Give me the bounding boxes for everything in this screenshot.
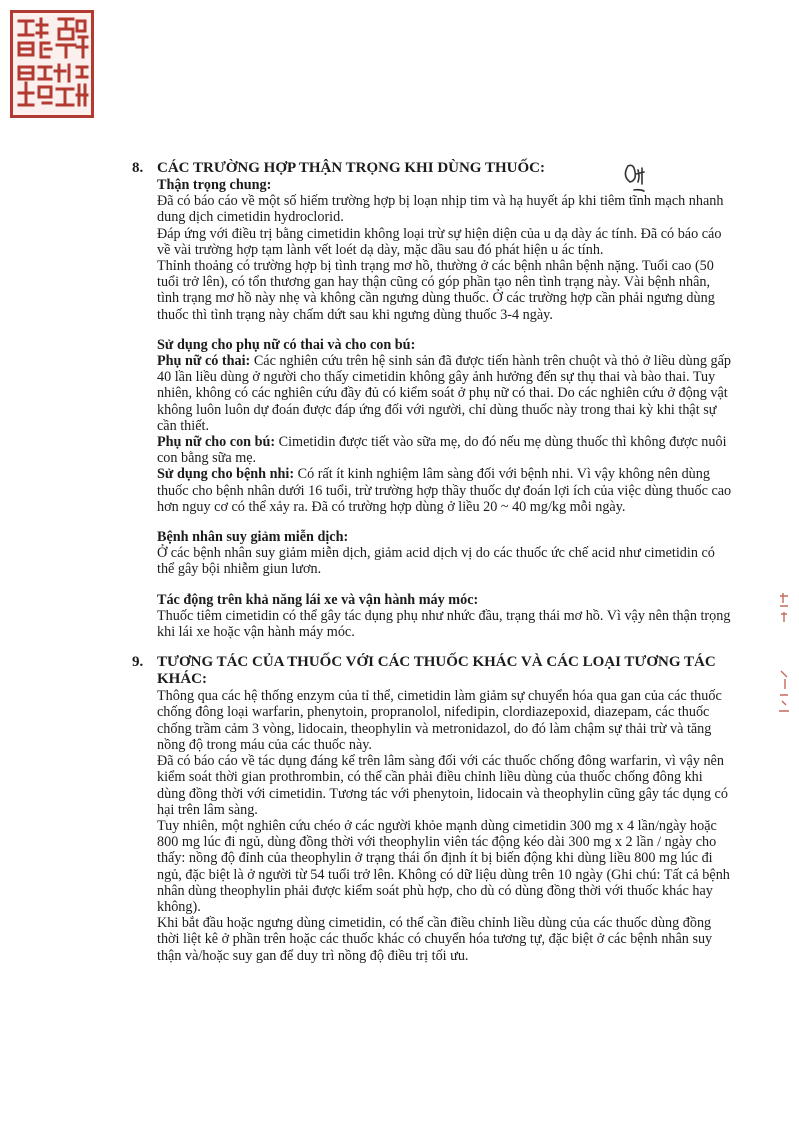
pregnant-text: Các nghiên cứu trên hệ sinh sản đã được tiến hành trên chuột và thỏ ở liều dùng gấp 40 lần liều dùng ở người cho thấy cimetidin không gây ảnh hưởng đến sự thụ thai và bào thai. Tuy nhiên, không có các nghiên cứu đầy đủ có kiểm soát ở phụ nữ có thai. Do các nghiên cứu ở động vật không luôn luôn dự đoán được đáp ứng đối với người, chỉ dùng thuốc này trong thai kỳ khi thật sự cần thiết. bbox=[157, 353, 731, 434]
pediatric-text: Có rất ít kinh nghiệm lâm sàng đối với bệnh nhi. Vì vậy không nên dùng thuốc cho bệnh nhân dưới 16 tuổi, trừ trường hợp thầy thuốc dự đoán lợi ích của việc dùng thuốc cao hơn nguy cơ có thể xảy ra. Đã có trường hợp dùng ở liều 20 ~ 40 mg/kg mỗi ngày. bbox=[157, 466, 732, 515]
paragraph: Thỉnh thoảng có trường hợp bị tình trạng mơ hồ, thường ở các bệnh nhân bệnh nặng. Tuổi cao (50 tuổi trở lên), có tổn thương gan hay thận cũng có góp phần tạo nên tình trạng này. Vài bệnh nhân, tình trạng mơ hồ này nhẹ và không cần ngưng dùng thuốc. Ở các trường hợp cần phải ngưng dùng thuốc thì tình trạng này chấm dứt sau khi ngưng dùng thuốc 3-4 ngày. bbox=[157, 258, 715, 323]
seal-glyphs bbox=[13, 13, 91, 115]
document-body bbox=[132, 160, 732, 964]
red-seal-stamp bbox=[10, 10, 94, 118]
paragraph: Đã có báo cáo về tác dụng đáng kể trên lâm sàng đối với các thuốc chống đông warfarin, vì vậy nên kiểm soát thời gian prothrombin, có thể cần phải điều chỉnh liều dùng của thuốc chống đông khi dùng đồng thời với cimetidin. Tương tác với phenytoin, lidocain và theophylin cũng gây tác dụng có hại trên lâm sàng. bbox=[157, 753, 728, 818]
pregnant-label: Phụ nữ có thai: bbox=[157, 353, 251, 370]
nursing-label: Phụ nữ cho con bú: bbox=[157, 434, 276, 451]
section-number: 9. bbox=[132, 654, 144, 671]
paragraph bbox=[157, 466, 732, 515]
paragraph: Ở các bệnh nhân suy giảm miễn dịch, giảm acid dịch vị do các thuốc ức chế acid như cimetidin có thể gây bội nhiễm giun lươn. bbox=[157, 545, 715, 578]
paragraph: Khi bắt đầu hoặc ngưng dùng cimetidin, có thể cần điều chỉnh liều dùng của các thuốc dùng đồng thời liệt kê ở phần trên hoặc các thuốc khác có chuyển hóa tương tự, đặc biệt ở các bệnh nhân suy thận và/hoặc suy gan để duy trì nồng độ điều trị tối ưu. bbox=[157, 915, 713, 964]
paragraph: Thông qua các hệ thống enzym của tỉ thể, cimetidin làm giảm sự chuyển hóa qua gan của các thuốc chống đông loại warfarin, phenytoin, propranolol, nifedipin, clordiazepoxid, diazepam, các thuốc chống trầm cảm 3 vòng, lidocain, theophylin và metronidazol, do đó làm chậm sự thải trừ và tăng nồng độ trong máu của các thuốc này. bbox=[157, 688, 722, 753]
paragraph: Đã có báo cáo về một số hiếm trường hợp bị loạn nhịp tim và hạ huyết áp khi tiêm tĩnh mạch nhanh dung dịch cimetidin hydroclorid. bbox=[157, 193, 724, 226]
section-title: CÁC TRƯỜNG HỢP THẬN TRỌNG KHI DÙNG THUỐC: bbox=[157, 160, 545, 176]
paragraph: Tuy nhiên, một nghiên cứu chéo ở các người khỏe mạnh dùng cimetidin 300 mg x 4 lần/ngày hoặc 800 mg lúc đi ngủ, dùng đồng thời với theophylin viên tác động kéo dài 300 mg x 2 lần / ngày cho thấy: nồng độ đỉnh của theophylin ở trạng thái ổn định ít bị biến động khi dùng liều 800 mg lúc đi ngủ, đặc biệt là ở người từ 54 tuổi trở lên. Không có dữ liệu dùng trên 10 ngày (Ghi chú: Tất cả bệnh nhân dùng theophylin phải được kiểm soát phù hợp, cho dù có dùng đồng thời với thuốc khác hay không). bbox=[157, 817, 730, 915]
section-8-heading bbox=[132, 160, 732, 177]
immuno-heading: Bệnh nhân suy giảm miễn dịch: bbox=[157, 529, 349, 546]
section-title: TƯƠNG TÁC CỦA THUỐC VỚI CÁC THUỐC KHÁC VÀ CÁC LOẠI TƯƠNG TÁC KHÁC: bbox=[157, 654, 716, 688]
pregnancy-heading: Sử dụng cho phụ nữ có thai và cho con bú: bbox=[157, 336, 416, 353]
paragraph bbox=[157, 353, 732, 434]
driving-heading: Tác động trên khả năng lái xe và vận hành máy móc: bbox=[157, 591, 479, 608]
paragraph: Thuốc tiêm cimetidin có thể gây tác dụng phụ như nhức đầu, trạng thái mơ hồ. Vì vậy nên thận trọng khi lái xe hoặc vận hành máy móc. bbox=[157, 607, 731, 641]
margin-mark-top bbox=[777, 590, 791, 630]
paragraph bbox=[157, 434, 732, 466]
general-precautions-heading: Thận trọng chung: bbox=[157, 177, 272, 193]
section-9-body bbox=[157, 688, 732, 963]
pediatric-label: Sử dụng cho bệnh nhi: bbox=[157, 466, 295, 483]
section-8-body bbox=[157, 177, 732, 640]
margin-mark-bottom bbox=[777, 665, 791, 715]
section-number: 8. bbox=[132, 160, 144, 176]
paragraph: Đáp ứng với điều trị bằng cimetidin không loại trừ sự hiện diện của u dạ dày ác tính. Đã có báo cáo về vài trường hợp tạm lành vết loét dạ dày, mặc dầu sau đó phát hiện u ác tính. bbox=[157, 225, 722, 258]
section-9-heading bbox=[132, 654, 732, 688]
nursing-text: Cimetidin được tiết vào sữa mẹ, do đó nếu mẹ dùng thuốc thì không được nuôi con bằng sữa mẹ. bbox=[157, 434, 727, 467]
